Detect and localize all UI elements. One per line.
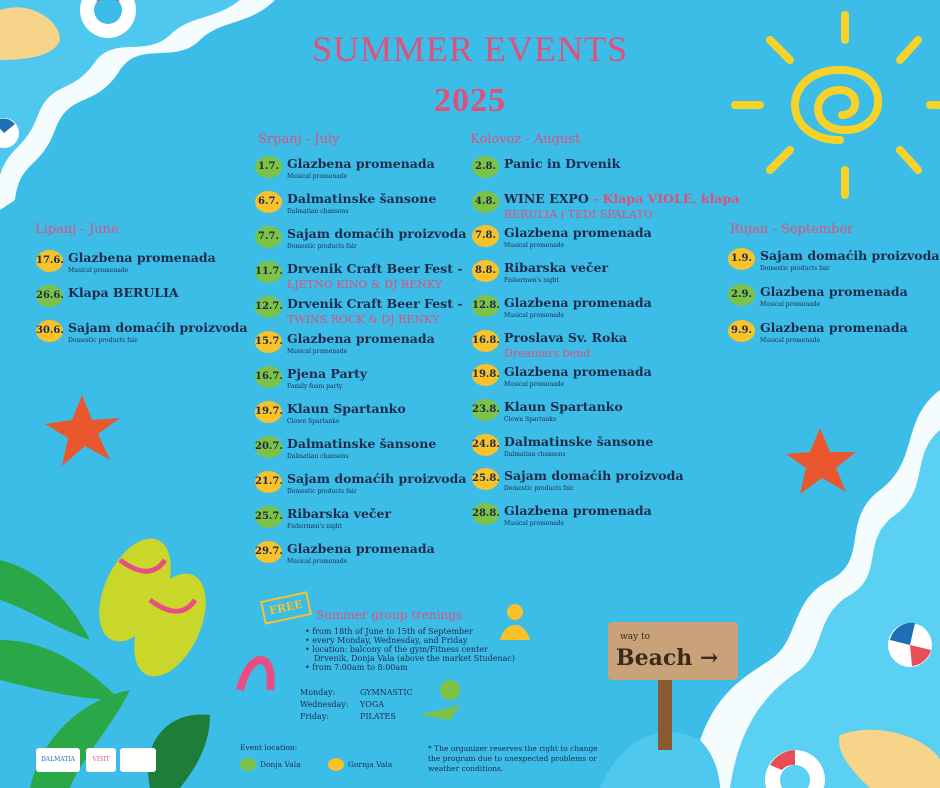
- event-name: Dalmatinske šansone: [287, 436, 437, 451]
- trainings-item: • from 18th of June to 15th of September: [305, 627, 473, 636]
- event-date-badge: 1.9.: [728, 248, 755, 270]
- event-row: [728, 284, 938, 316]
- event-date-badge: 24.8.: [472, 434, 499, 456]
- trainings-item-text: every Monday, Wednesday, and Friday: [312, 636, 468, 645]
- event-date-badge: 16.8.: [472, 330, 499, 352]
- event-name: Ribarska večer: [287, 506, 392, 521]
- event-subtitle: Musical promenade: [68, 267, 129, 274]
- event-row: [255, 401, 470, 433]
- legend-green-label: Donja Vala: [260, 760, 301, 769]
- event-name: Glazbena promenada: [287, 331, 435, 346]
- event-name: Sajam domaćih proizvoda: [287, 471, 467, 486]
- event-subtitle: Dalmatian chansons: [287, 453, 349, 460]
- logo-visit: VISIT: [86, 748, 116, 772]
- event-date-badge: 7.7.: [255, 226, 282, 248]
- event-subtitle: Domestic products fair: [504, 485, 574, 493]
- event-date-badge: 25.8.: [472, 468, 499, 490]
- event-subtitle: Fishermen's night: [504, 277, 560, 285]
- event-date-badge: 15.7.: [255, 331, 282, 353]
- event-name: Sajam domaćih proizvoda: [68, 320, 248, 335]
- event-row: [255, 296, 470, 328]
- event-name: Panic in Drvenik: [504, 156, 621, 171]
- event-date-badge: 17.6.: [36, 250, 63, 272]
- trainings-list: [305, 627, 565, 672]
- event-row: [255, 191, 470, 223]
- event-performer: TWINS ROCK & DJ RENKY: [287, 313, 440, 326]
- trainings-item: • from 7:00am to 8:00am: [305, 663, 408, 672]
- event-name: Glazbena promenada: [68, 250, 216, 265]
- event-name: Glazbena promenada: [504, 294, 652, 310]
- trainings-item-text: Drvenik, Donja Vala (above the market Studenac): [314, 654, 516, 663]
- event-date-badge: 9.9.: [728, 320, 755, 342]
- event-name: WINE EXPO - Klapa VIOLE, klapa: [504, 190, 740, 206]
- event-subtitle: Musical promenade: [287, 348, 348, 355]
- trainings-title: Summer group trenings: [316, 608, 463, 622]
- event-date-badge: 11.7.: [255, 261, 282, 283]
- event-row: [255, 436, 470, 468]
- event-row: [255, 366, 470, 398]
- event-subtitle: Domestic products fair: [68, 337, 138, 344]
- event-date-badge: 16.7.: [255, 366, 282, 388]
- trainings-item: [305, 654, 565, 663]
- event-subtitle: Musical promenade: [504, 381, 565, 389]
- event-date-badge: 30.6.: [36, 320, 63, 342]
- page-year: 2025: [434, 82, 506, 119]
- event-name: Glazbena promenada: [760, 320, 908, 335]
- trainings-item: • every Monday, Wednesday, and Friday: [305, 636, 468, 645]
- starfish-right: [786, 428, 856, 494]
- legend-yellow-label: Gornja Vala: [348, 760, 393, 769]
- event-date-badge: 6.7.: [255, 191, 282, 213]
- flip-flops: [85, 527, 221, 687]
- event-name: Glazbena promenada: [760, 284, 908, 299]
- event-row: [255, 261, 470, 293]
- event-date-badge: 19.8.: [472, 364, 499, 386]
- schedule-day: Wednesday:: [300, 700, 349, 709]
- event-row: [472, 399, 732, 431]
- event-date-badge: 2.9.: [728, 284, 755, 306]
- event-subtitle: Musical promenade: [760, 337, 821, 344]
- month-august: Kolovoz - August: [470, 132, 581, 147]
- event-name: Klaun Spartanko: [287, 401, 406, 416]
- event-row: [472, 156, 732, 188]
- event-name: Klapa BERULIA: [68, 285, 179, 300]
- event-row: [255, 541, 470, 573]
- legend-dot-green: [240, 758, 256, 771]
- event-date-badge: 26.6.: [36, 285, 63, 307]
- event-name-extra: - Klapa VIOLE, klapa: [588, 190, 740, 206]
- event-row: [472, 468, 732, 500]
- event-date-badge: 1.7.: [255, 156, 282, 178]
- event-name: Sajam domaćih proizvoda: [760, 248, 940, 263]
- event-name: Sajam domaćih proizvoda: [504, 468, 684, 484]
- event-name: Drvenik Craft Beer Fest -: [287, 296, 463, 311]
- schedule-activity: PILATES: [360, 712, 396, 721]
- event-subtitle: Dalmatian chansons: [504, 450, 566, 458]
- sign-big: Beach →: [616, 645, 719, 671]
- june-events: [36, 250, 256, 360]
- event-name: Ribarska večer: [504, 260, 609, 276]
- event-row: [255, 331, 470, 363]
- month-july: Srpanj - July: [258, 132, 340, 147]
- event-date-badge: 8.8.: [472, 260, 499, 282]
- event-subtitle: Fishermen's night: [287, 523, 343, 530]
- month-june: Lipanj - June: [35, 222, 119, 237]
- event-name: Glazbena promenada: [287, 541, 435, 556]
- event-name: Sajam domaćih proizvoda: [287, 226, 467, 241]
- event-name: Glazbena promenada: [504, 364, 652, 380]
- event-row: [255, 156, 470, 188]
- july-events: [255, 156, 470, 586]
- event-subtitle: Musical promenade: [287, 558, 348, 565]
- event-row: [255, 226, 470, 258]
- trainings-schedule: [300, 688, 413, 724]
- trainings-item-text: from 7:00am to 8:00am: [312, 663, 408, 672]
- free-badge: FREE: [260, 591, 312, 624]
- event-name: Dalmatinske šansone: [504, 433, 654, 449]
- trainings-item: • location: balcony of the gym/Fitness center: [305, 645, 488, 654]
- event-subtitle: Musical promenade: [504, 311, 565, 319]
- event-date-badge: 28.8.: [472, 503, 499, 525]
- event-subtitle: Musical promenade: [287, 173, 348, 180]
- legend-title: Event location:: [240, 743, 298, 752]
- logo-dalmatia: DALMATIA: [36, 748, 80, 772]
- event-row: [472, 225, 732, 257]
- event-row: [255, 506, 470, 538]
- event-performer: Dreamers bend: [504, 346, 591, 360]
- event-row: [36, 320, 256, 352]
- event-date-badge: 25.7.: [255, 506, 282, 528]
- event-subtitle: Musical promenade: [504, 242, 565, 250]
- event-date-badge: 19.7.: [255, 401, 282, 423]
- event-performer: LJETNO KINO & DJ RENKY: [287, 278, 443, 291]
- event-subtitle: Domestic products fair: [287, 488, 357, 495]
- event-row: [36, 285, 256, 317]
- event-name: Klaun Spartanko: [504, 398, 623, 414]
- event-row: [472, 364, 732, 396]
- schedule-day: Friday:: [300, 712, 330, 721]
- event-row: [472, 295, 732, 327]
- schedule-activity: YOGA: [360, 700, 385, 709]
- event-subtitle: Domestic products fair: [760, 265, 830, 272]
- event-row: [36, 250, 256, 282]
- event-name: Dalmatinske šansone: [287, 191, 437, 206]
- event-row: [728, 248, 938, 280]
- event-subtitle: Clown Spartanko: [504, 415, 557, 423]
- event-name: Drvenik Craft Beer Fest -: [287, 261, 463, 276]
- trainings-item-text: from 18th of June to 15th of September: [312, 627, 473, 636]
- event-row: [255, 471, 470, 503]
- august-events: [472, 156, 740, 536]
- event-subtitle: Domestic products fair: [287, 243, 357, 250]
- event-date-badge: 4.8.: [472, 191, 499, 213]
- event-row: [472, 503, 732, 535]
- event-row: [472, 330, 732, 362]
- event-date-badge: 12.8.: [472, 295, 499, 317]
- event-name: Glazbena promenada: [504, 225, 652, 241]
- legend-dot-yellow: [328, 758, 344, 771]
- september-events: [728, 248, 938, 358]
- event-name: Glazbena promenada: [287, 156, 435, 171]
- event-subtitle: Musical promenade: [760, 301, 821, 308]
- event-row: [472, 260, 732, 292]
- event-date-badge: 12.7.: [255, 296, 282, 318]
- starfish-left: [45, 395, 120, 466]
- event-date-badge: 29.7.: [255, 541, 282, 563]
- event-row: [728, 320, 938, 352]
- event-performer: BERULIA i TEDI SPALATO: [504, 207, 653, 221]
- event-subtitle: Family foam party: [287, 383, 343, 390]
- event-subtitle: Clown Spartanko: [287, 418, 340, 425]
- trainings-item-text: location: balcony of the gym/Fitness center: [312, 645, 488, 654]
- event-row: [472, 190, 740, 223]
- event-date-badge: 2.8.: [472, 156, 499, 178]
- event-date-badge: 23.8.: [472, 399, 499, 421]
- sign-small: way to: [620, 632, 651, 642]
- event-name: Proslava Sv. Roka: [504, 329, 628, 345]
- month-september: Rujan - September: [730, 222, 854, 237]
- logo-drvenik: [120, 748, 156, 772]
- event-row: [472, 434, 732, 466]
- page-title: SUMMER EVENTS: [311, 29, 629, 69]
- event-subtitle: Musical promenade: [504, 520, 565, 527]
- event-date-badge: 7.8.: [472, 225, 499, 247]
- event-subtitle: Dalmatian chansons: [287, 208, 349, 215]
- event-name: Glazbena promenada: [504, 503, 652, 518]
- event-date-badge: 21.7.: [255, 471, 282, 493]
- schedule-day: Monday:: [300, 688, 336, 697]
- event-name: Pjena Party: [287, 366, 368, 381]
- disclaimer: * The organizer reserves the right to change the program due to unexpected problems or weather conditions.: [428, 744, 598, 773]
- schedule-activity: GYMNASTIC: [360, 688, 413, 697]
- event-date-badge: 20.7.: [255, 436, 282, 458]
